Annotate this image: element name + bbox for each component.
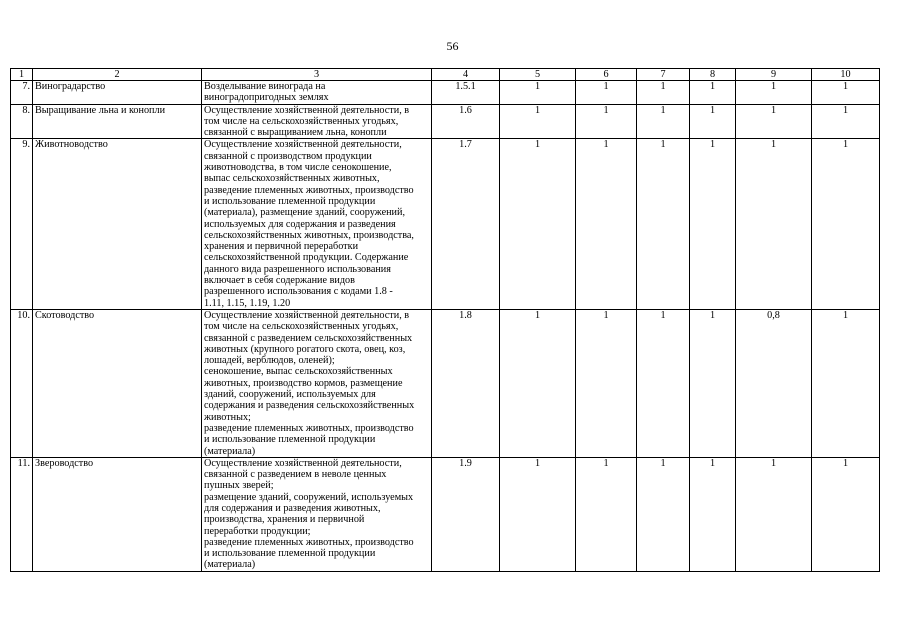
table-row (11, 104, 880, 139)
coefficient-cell: 1 (736, 104, 812, 139)
coefficient-cell: 1 (812, 457, 880, 571)
table-row (11, 139, 880, 309)
column-header: 3 (202, 69, 432, 81)
land-use-code: 1.9 (432, 457, 500, 571)
coefficient-cell: 1 (576, 81, 637, 105)
land-use-name: Выращивание льна и конопли (33, 104, 202, 139)
coefficient-cell: 1 (500, 457, 576, 571)
coefficient-cell: 1 (812, 309, 880, 457)
coefficient-cell: 1 (736, 81, 812, 105)
coefficient-cell: 1 (637, 104, 690, 139)
coefficient-cell: 0,8 (736, 309, 812, 457)
coefficient-cell: 1 (690, 104, 736, 139)
coefficient-cell: 1 (812, 81, 880, 105)
coefficient-cell: 1 (576, 104, 637, 139)
coefficient-cell: 1 (576, 139, 637, 309)
coefficient-cell: 1 (736, 139, 812, 309)
column-header: 8 (690, 69, 736, 81)
land-use-coefficients-table (10, 68, 880, 572)
coefficient-cell: 1 (500, 139, 576, 309)
coefficient-cell: 1 (637, 139, 690, 309)
column-header: 7 (637, 69, 690, 81)
row-number: 9. (11, 139, 33, 309)
coefficient-cell: 1 (637, 309, 690, 457)
land-use-name: Скотоводство (33, 309, 202, 457)
table-row (11, 309, 880, 457)
coefficient-cell: 1 (576, 457, 637, 571)
land-use-name: Животноводство (33, 139, 202, 309)
coefficient-cell: 1 (690, 457, 736, 571)
coefficient-cell: 1 (690, 139, 736, 309)
land-use-name: Виноградарство (33, 81, 202, 105)
coefficient-cell: 1 (812, 104, 880, 139)
land-use-description: Осуществление хозяйственной деятельности, связанной с разведением в неволе ценных пушных зверей; размещение зданий, сооружений, используемых для содержания и разведения животных, производства, хранения и первичной переработки продукции; разведение племенных животных, производство и использование племенной продукции (материала) (202, 457, 432, 571)
column-header: 9 (736, 69, 812, 81)
row-number: 7. (11, 81, 33, 105)
coefficient-cell: 1 (576, 309, 637, 457)
land-use-description: Возделывание винограда на виноградопригодных землях (202, 81, 432, 105)
row-number: 8. (11, 104, 33, 139)
land-use-code: 1.7 (432, 139, 500, 309)
land-use-description: Осуществление хозяйственной деятельности, связанной с производством продукции животноводства, в том числе сенокошение, выпас сельскохозяйственных животных, разведение племенных животных, производство и использование племенной продукции (материала), размещение зданий, сооружений, используемых для содержания и разведения сельскохозяйственных животных, производства, хранения и первичной переработки сельскохозяйственной продукции. Содержание данного вида разрешенного использования включает в себя содержание видов разрешенного использования с кодами 1.8 - 1.11, 1.15, 1.19, 1.20 (202, 139, 432, 309)
land-use-name: Звероводство (33, 457, 202, 571)
column-header: 10 (812, 69, 880, 81)
coefficient-cell: 1 (637, 81, 690, 105)
land-use-description: Осуществление хозяйственной деятельности, в том числе на сельскохозяйственных угодьях, связанной с выращиванием льна, конопли (202, 104, 432, 139)
column-header: 5 (500, 69, 576, 81)
land-use-description: Осуществление хозяйственной деятельности, в том числе на сельскохозяйственных угодьях, связанной с разведением сельскохозяйственных животных (крупного рогатого скота, овец, коз, лошадей, верблюдов, оленей); сенокошение, выпас сельскохозяйственных животных, производство кормов, размещение зданий, сооружений, используемых для содержания и разведения сельскохозяйственных животных; разведение племенных животных, производство и использование племенной продукции (материала) (202, 309, 432, 457)
coefficient-cell: 1 (690, 309, 736, 457)
table-header-row (11, 69, 880, 81)
coefficient-cell: 1 (500, 104, 576, 139)
land-use-code: 1.5.1 (432, 81, 500, 105)
column-header: 1 (11, 69, 33, 81)
table-row (11, 81, 880, 105)
land-use-code: 1.6 (432, 104, 500, 139)
column-header: 2 (33, 69, 202, 81)
coefficient-cell: 1 (500, 81, 576, 105)
coefficient-cell: 1 (500, 309, 576, 457)
page-number: 56 (446, 39, 459, 53)
land-use-code: 1.8 (432, 309, 500, 457)
coefficient-cell: 1 (812, 139, 880, 309)
coefficient-cell: 1 (736, 457, 812, 571)
table-row (11, 457, 880, 571)
coefficient-cell: 1 (637, 457, 690, 571)
column-header: 6 (576, 69, 637, 81)
row-number: 11. (11, 457, 33, 571)
column-header: 4 (432, 69, 500, 81)
coefficient-cell: 1 (690, 81, 736, 105)
row-number: 10. (11, 309, 33, 457)
